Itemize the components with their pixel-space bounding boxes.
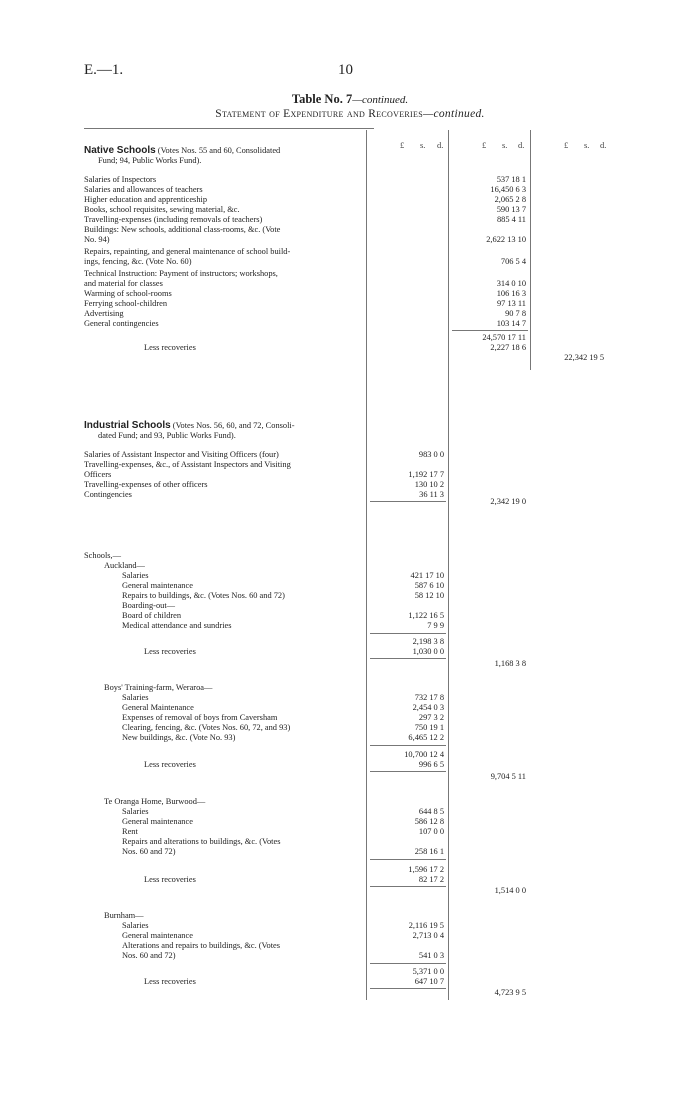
burwood-row-value: 644 8 5 [418,807,444,816]
burwood-less-recoveries-label: Less recoveries [144,875,196,884]
native-row-value: 590 13 7 [496,205,526,214]
native-total-rule [452,330,528,331]
auckland-row-value: 1,122 16 5 [408,611,444,620]
document-ref: E.—1. [84,62,124,78]
weraroa-less-recoveries-label: Less recoveries [144,760,196,769]
burwood-heading: Te Oranga Home, Burwood— [104,797,206,806]
industrial-subtotal-rule [370,501,446,502]
industrial-schools-heading: Industrial Schools (Votes Nos. 56, 60, and 72, Consoli- dated Fund; and 93, Public Works Fund). [84,420,295,440]
industrial-row-value: 130 10 2 [414,480,444,489]
industrial-row-label: Travelling-expenses of other officers [84,480,208,489]
burnham-total-rule [370,963,446,964]
native-schools-heading: Native Schools (Votes Nos. 55 and 60, Consolidated Fund; 94, Public Works Fund). [84,145,281,165]
industrial-row-label: Officers [84,470,112,479]
weraroa-recoveries: 996 6 5 [418,760,444,769]
weraroa-row-label: Salaries [122,693,149,702]
table-title: Table No. 7—continued. [291,92,409,106]
native-row-value: 314 0 10 [496,279,526,288]
schools-label: Schools,— [84,551,121,560]
native-row-label: ings, fencing, &c. (Vote No. 60) [84,257,192,266]
burwood-row-label: Salaries [122,807,149,816]
burnham-total: 5,371 0 0 [412,967,444,976]
native-row-label: No. 94) [84,235,110,244]
weraroa-row-label: Expenses of removal of boys from Caversham [122,713,278,722]
burwood-row-label: Repairs and alterations to buildings, &c. (Votes [122,837,281,846]
burnham-row-label: Alterations and repairs to buildings, &c. (Votes [122,941,281,950]
industrial-row-value: 36 11 3 [419,490,444,499]
auckland-recoveries: 1,030 0 0 [412,647,444,656]
native-row-label: Ferrying school-children [84,299,168,308]
native-row-label: Books, school requisites, sewing material, &c. [84,205,240,214]
column-rule-2 [448,130,449,1000]
burwood-recoveries: 82 17 2 [418,875,444,884]
native-row-value: 97 13 11 [496,299,526,308]
native-row-label: Technical Instruction: Payment of instructors; workshops, [84,269,278,278]
auckland-net: 1,168 3 8 [494,659,526,668]
weraroa-row-value: 732 17 8 [414,693,444,702]
auckland-recoveries-rule [370,658,446,659]
burwood-total-rule [370,859,446,860]
weraroa-net: 9,704 5 11 [490,772,526,781]
weraroa-row-value: 2,454 0 3 [412,703,444,712]
auckland-row-value: 587 6 10 [414,581,444,590]
auckland-row-label: Medical attendance and sundries [122,621,232,630]
burwood-recoveries-rule [370,886,446,887]
weraroa-row-value: 750 19 1 [414,723,444,732]
native-row-label: Salaries of Inspectors [84,175,157,184]
table-subtitle: Statement of Expenditure and Recoveries—continued. [215,108,485,120]
native-row-label: Repairs, repainting, and general maintenance of school build- [84,247,291,256]
burnham-row-value: 2,713 0 4 [412,931,444,940]
industrial-row-value: 1,192 17 7 [408,470,444,479]
top-rule [84,128,374,129]
industrial-row-label: Contingencies [84,490,132,499]
auckland-less-recoveries-label: Less recoveries [144,647,196,656]
native-recoveries: 2,227 18 6 [490,343,526,352]
native-row-value: 2,622 13 10 [486,235,526,244]
burwood-row-value: 107 0 0 [418,827,444,836]
native-row-label: Travelling-expenses (including removals of teachers) [84,215,263,224]
column-rule-3 [530,130,531,370]
burnham-less-recoveries-label: Less recoveries [144,977,196,986]
native-row-label: Buildings: New schools, additional class-rooms, &c. (Vote [84,225,281,234]
native-row-label: and material for classes [84,279,163,288]
auckland-heading: Auckland— [104,561,145,570]
native-row-value: 103 14 7 [496,319,526,328]
native-row-label: Salaries and allowances of teachers [84,185,203,194]
weraroa-total: 10,700 12 4 [404,750,444,759]
burwood-row-value: 586 12 8 [414,817,444,826]
burwood-row-label: Rent [122,827,138,836]
auckland-total: 2,198 3 8 [412,637,444,646]
burnham-recoveries: 647 10 7 [414,977,444,986]
native-row-label: Advertising [84,309,124,318]
burnham-row-label: Nos. 60 and 72) [122,951,176,960]
burnham-row-label: General maintenance [122,931,193,940]
burnham-row-value: 2,116 19 5 [408,921,444,930]
native-row-value: 16,450 6 3 [490,185,526,194]
auckland-row-value: 7 9 9 [427,621,444,630]
native-row-value: 706 5 4 [500,257,526,266]
native-row-value: 885 4 11 [496,215,526,224]
burwood-net: 1,514 0 0 [494,886,526,895]
weraroa-row-label: Clearing, fencing, &c. (Votes Nos. 60, 72, and 93) [122,723,291,732]
native-row-value: 537 18 1 [496,175,526,184]
auckland-row-label: Repairs to buildings, &c. (Votes Nos. 60 and 72) [122,591,285,600]
weraroa-row-value: 297 3 2 [418,713,444,722]
native-row-label: General contingencies [84,319,159,328]
auckland-row-label: Board of children [122,611,182,620]
burnham-row-label: Salaries [122,921,149,930]
auckland-total-rule [370,633,446,634]
auckland-row-label: Boarding-out— [122,601,176,610]
burwood-row-value: 258 16 1 [414,847,444,856]
native-less-recoveries-label: Less recoveries [144,343,196,352]
burnham-row-value: 541 0 3 [418,951,444,960]
auckland-row-value: 421 17 10 [410,571,444,580]
native-row-label: Warming of school-rooms [84,289,172,298]
industrial-subtotal: 2,342 19 0 [490,497,526,506]
weraroa-total-rule [370,745,446,746]
burwood-row-label: General maintenance [122,817,193,826]
native-row-value: 2,065 2 8 [494,195,526,204]
burnham-recoveries-rule [370,988,446,989]
weraroa-row-label: New buildings, &c. (Vote No. 93) [122,733,236,742]
burnham-heading: Burnham— [104,911,144,920]
burwood-total: 1,596 17 2 [408,865,444,874]
native-row-value: 106 16 3 [496,289,526,298]
native-row-value: 90 7 8 [505,309,526,318]
weraroa-recoveries-rule [370,771,446,772]
auckland-row-value: 58 12 10 [414,591,444,600]
industrial-row-label: Salaries of Assistant Inspector and Visiting Officers (four) [84,450,279,459]
native-net-total: 22,342 19 5 [564,353,604,362]
weraroa-heading: Boys' Training-farm, Weraroa— [104,683,213,692]
weraroa-row-label: General Maintenance [122,703,194,712]
industrial-row-value: 983 0 0 [418,450,444,459]
burnham-net: 4,723 9 5 [494,988,526,997]
auckland-row-label: General maintenance [122,581,193,590]
native-total: 24,570 17 11 [482,333,526,342]
native-row-label: Higher education and apprenticeship [84,195,208,204]
burwood-row-label: Nos. 60 and 72) [122,847,176,856]
auckland-row-label: Salaries [122,571,149,580]
page-number: 10 [338,62,353,78]
industrial-row-label: Travelling-expenses, &c., of Assistant Inspectors and Visiting [84,460,291,469]
weraroa-row-value: 6,465 12 2 [408,733,444,742]
